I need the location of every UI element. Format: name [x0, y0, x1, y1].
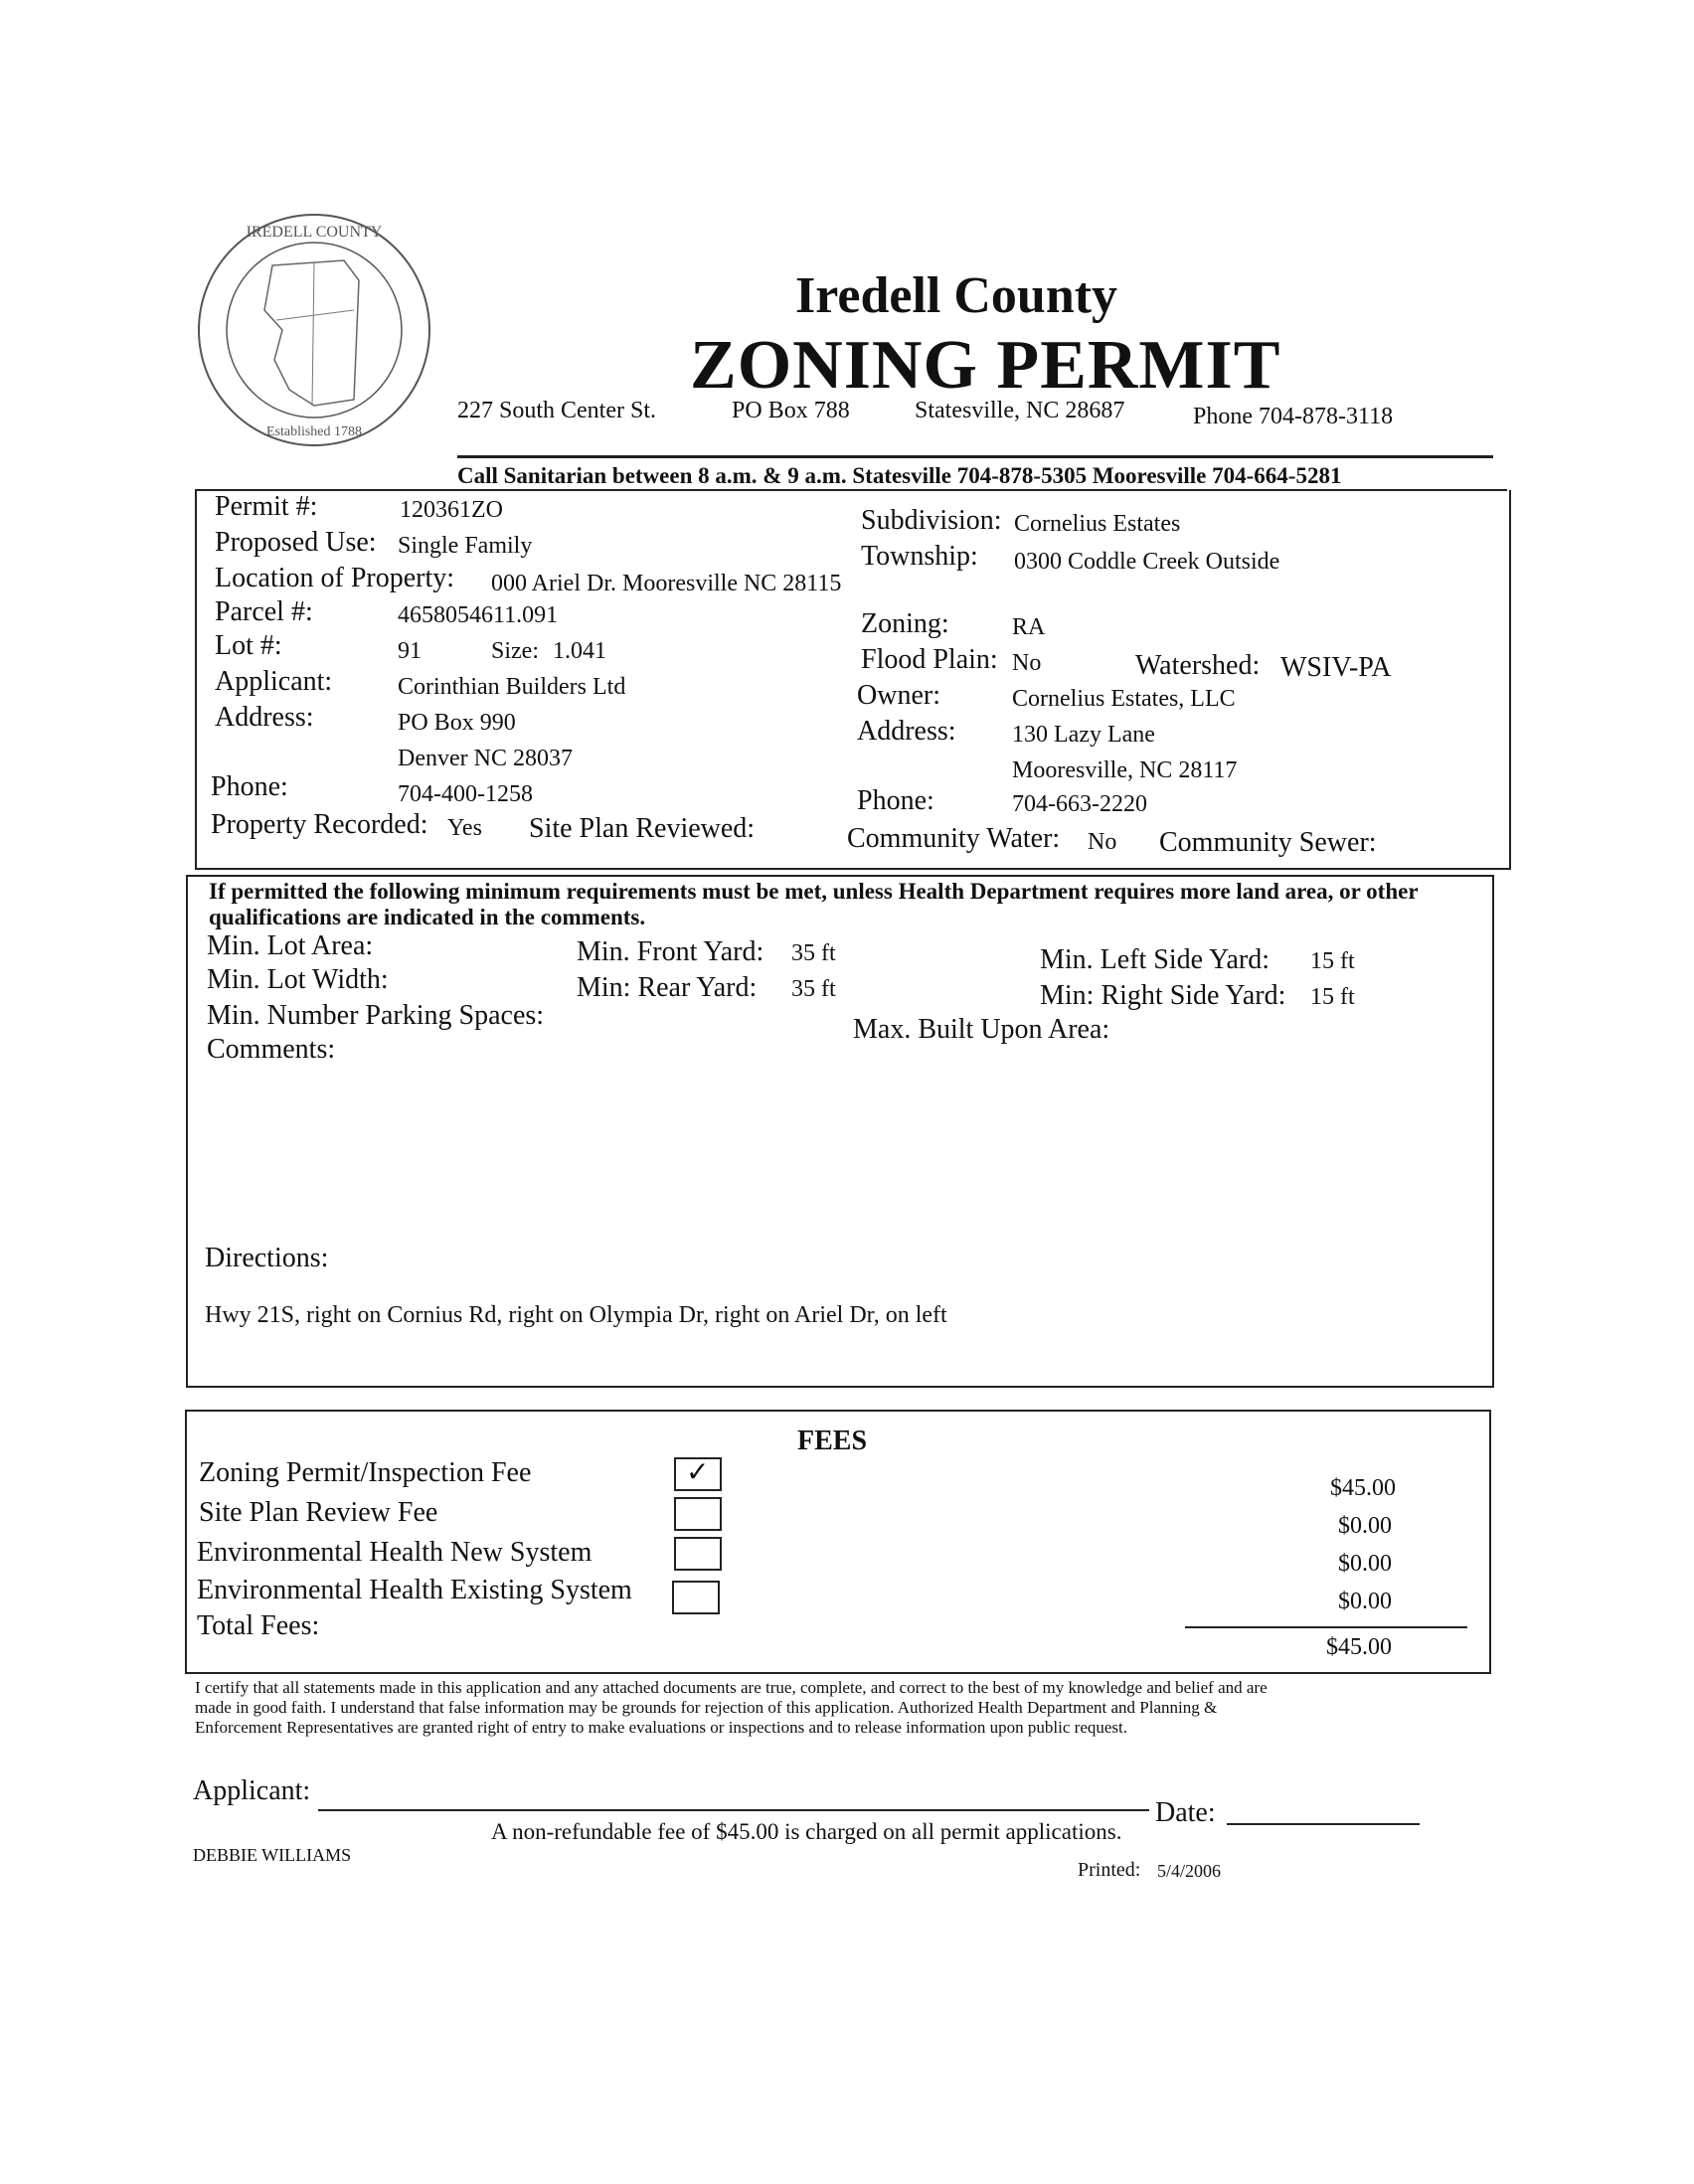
- min-right-side-yard-value: 15 ft: [1310, 984, 1355, 1010]
- permit-number-label: Permit #:: [215, 491, 318, 522]
- applicant-address-label: Address:: [215, 702, 314, 733]
- office-po-box: PO Box 788: [732, 398, 850, 423]
- proposed-use-label: Proposed Use:: [215, 527, 377, 558]
- office-city: Statesville, NC 28687: [915, 398, 1125, 423]
- min-left-side-yard-label: Min. Left Side Yard:: [1040, 944, 1270, 975]
- owner-address-label: Address:: [857, 716, 956, 747]
- certification-line-2: made in good faith. I understand that false information may be grounds for rejection of this application. Authorized Health Department and Planning &: [195, 1698, 1218, 1717]
- fee-label-env-new: Environmental Health New System: [197, 1537, 593, 1568]
- fee-checkbox-env-new[interactable]: [674, 1537, 722, 1571]
- owner-phone-value: 704-663-2220: [1012, 791, 1147, 817]
- comments-label: Comments:: [207, 1034, 336, 1065]
- date-line[interactable]: [1227, 1823, 1420, 1825]
- location-value: 000 Ariel Dr. Mooresville NC 28115: [491, 571, 842, 596]
- parcel-value: 4658054611.091: [398, 602, 559, 628]
- applicant-signature-line[interactable]: [318, 1809, 1149, 1811]
- date-label: Date:: [1155, 1797, 1216, 1828]
- owner-label: Owner:: [857, 680, 940, 711]
- fees-title: FEES: [797, 1426, 868, 1456]
- township-label: Township:: [861, 541, 978, 572]
- clerk-name: DEBBIE WILLIAMS: [193, 1845, 352, 1865]
- flood-plain-label: Flood Plain:: [861, 644, 998, 675]
- property-recorded-label: Property Recorded:: [211, 809, 428, 840]
- total-fees-label: Total Fees:: [197, 1610, 320, 1641]
- location-label: Location of Property:: [215, 563, 455, 593]
- zoning-label: Zoning:: [861, 608, 949, 639]
- subdivision-value: Cornelius Estates: [1014, 511, 1181, 537]
- office-phone: Phone 704-878-3118: [1193, 404, 1394, 429]
- zoning-value: RA: [1012, 614, 1046, 640]
- total-fees-value: $45.00: [1326, 1634, 1392, 1660]
- applicant-signature-label: Applicant:: [193, 1775, 311, 1806]
- watershed-value: WSIV-PA: [1280, 652, 1392, 683]
- permit-number-value: 120361ZO: [400, 497, 503, 523]
- fee-label-site-plan: Site Plan Review Fee: [199, 1497, 438, 1528]
- svg-text:Established 1788: Established 1788: [265, 424, 363, 439]
- fee-notice: A non-refundable fee of $45.00 is charged on all permit applications.: [491, 1819, 1122, 1844]
- fee-amount-zoning: $45.00: [1330, 1475, 1396, 1501]
- certification-line-3: Enforcement Representatives are granted right of entry to make evaluations or inspections and to release information upon public request.: [195, 1718, 1127, 1737]
- fee-checkbox-zoning[interactable]: [674, 1457, 722, 1491]
- township-value: 0300 Coddle Creek Outside: [1014, 549, 1280, 575]
- min-right-side-yard-label: Min: Right Side Yard:: [1040, 980, 1286, 1011]
- min-lot-area-label: Min. Lot Area:: [207, 930, 374, 961]
- applicant-address-line2: Denver NC 28037: [398, 746, 573, 771]
- applicant-phone-value: 704-400-1258: [398, 781, 533, 807]
- applicant-address-line1: PO Box 990: [398, 710, 516, 736]
- min-front-yard-value: 35 ft: [791, 940, 836, 966]
- proposed-use-value: Single Family: [398, 533, 533, 559]
- printed-label: Printed:: [1078, 1859, 1141, 1881]
- applicant-phone-label: Phone:: [211, 771, 288, 802]
- subdivision-label: Subdivision:: [861, 505, 1002, 536]
- community-water-value: No: [1088, 829, 1117, 855]
- min-rear-yard-value: 35 ft: [791, 976, 836, 1002]
- page-title: ZONING PERMIT: [690, 327, 1281, 404]
- header-rule: [457, 455, 1493, 458]
- county-name: Iredell County: [795, 267, 1118, 324]
- min-rear-yard-label: Min: Rear Yard:: [577, 972, 758, 1003]
- fee-label-env-existing: Environmental Health Existing System: [197, 1575, 632, 1605]
- applicant-label: Applicant:: [215, 666, 333, 697]
- flood-plain-value: No: [1012, 650, 1042, 676]
- owner-phone-label: Phone:: [857, 785, 934, 816]
- owner-address-line2: Mooresville, NC 28117: [1012, 757, 1238, 783]
- watershed-label: Watershed:: [1135, 650, 1261, 681]
- fee-checkbox-site-plan[interactable]: [674, 1497, 722, 1531]
- min-lot-width-label: Min. Lot Width:: [207, 964, 389, 995]
- fee-amount-env-existing: $0.00: [1338, 1589, 1392, 1614]
- min-left-side-yard-value: 15 ft: [1310, 948, 1355, 974]
- office-address: 227 South Center St.: [457, 398, 657, 423]
- min-parking-label: Min. Number Parking Spaces:: [207, 1000, 545, 1031]
- fee-checkbox-env-existing[interactable]: [672, 1581, 720, 1614]
- min-front-yard-label: Min. Front Yard:: [577, 936, 764, 967]
- sanitarian-notice: Call Sanitarian between 8 a.m. & 9 a.m. Statesville 704-878-5305 Mooresville 704-664-5281: [457, 463, 1342, 488]
- community-sewer-label: Community Sewer:: [1159, 827, 1377, 858]
- fee-label-zoning: Zoning Permit/Inspection Fee: [199, 1457, 532, 1488]
- site-plan-reviewed-label: Site Plan Reviewed:: [529, 813, 756, 844]
- certification-line-1: I certify that all statements made in this application and any attached documents are true, complete, and correct to the best of my knowledge and belief and are: [195, 1678, 1268, 1697]
- owner-address-line1: 130 Lazy Lane: [1012, 722, 1155, 748]
- directions-label: Directions:: [205, 1243, 329, 1273]
- printed-date: 5/4/2006: [1157, 1861, 1222, 1881]
- lot-label: Lot #:: [215, 630, 282, 661]
- total-rule: [1185, 1626, 1467, 1628]
- requirements-intro: If permitted the following minimum requirements must be met, unless Health Department requires more land area, or other: [209, 879, 1419, 904]
- property-recorded-value: Yes: [447, 815, 482, 841]
- owner-value: Cornelius Estates, LLC: [1012, 686, 1236, 712]
- applicant-value: Corinthian Builders Ltd: [398, 674, 626, 700]
- requirements-intro-2: qualifications are indicated in the comments.: [209, 905, 646, 929]
- fee-amount-site-plan: $0.00: [1338, 1513, 1392, 1539]
- svg-text:IREDELL COUNTY: IREDELL COUNTY: [246, 224, 383, 241]
- size-value: 1.041: [553, 638, 606, 664]
- check-icon: ✓: [686, 1457, 710, 1488]
- lot-value: 91: [398, 638, 422, 664]
- directions-value: Hwy 21S, right on Cornius Rd, right on Olympia Dr, right on Ariel Dr, on left: [205, 1302, 947, 1328]
- parcel-label: Parcel #:: [215, 596, 313, 627]
- size-label: Size:: [491, 638, 539, 664]
- fee-amount-env-new: $0.00: [1338, 1551, 1392, 1577]
- community-water-label: Community Water:: [847, 823, 1061, 854]
- max-built-upon-area-label: Max. Built Upon Area:: [853, 1014, 1110, 1045]
- county-seal: [195, 211, 433, 449]
